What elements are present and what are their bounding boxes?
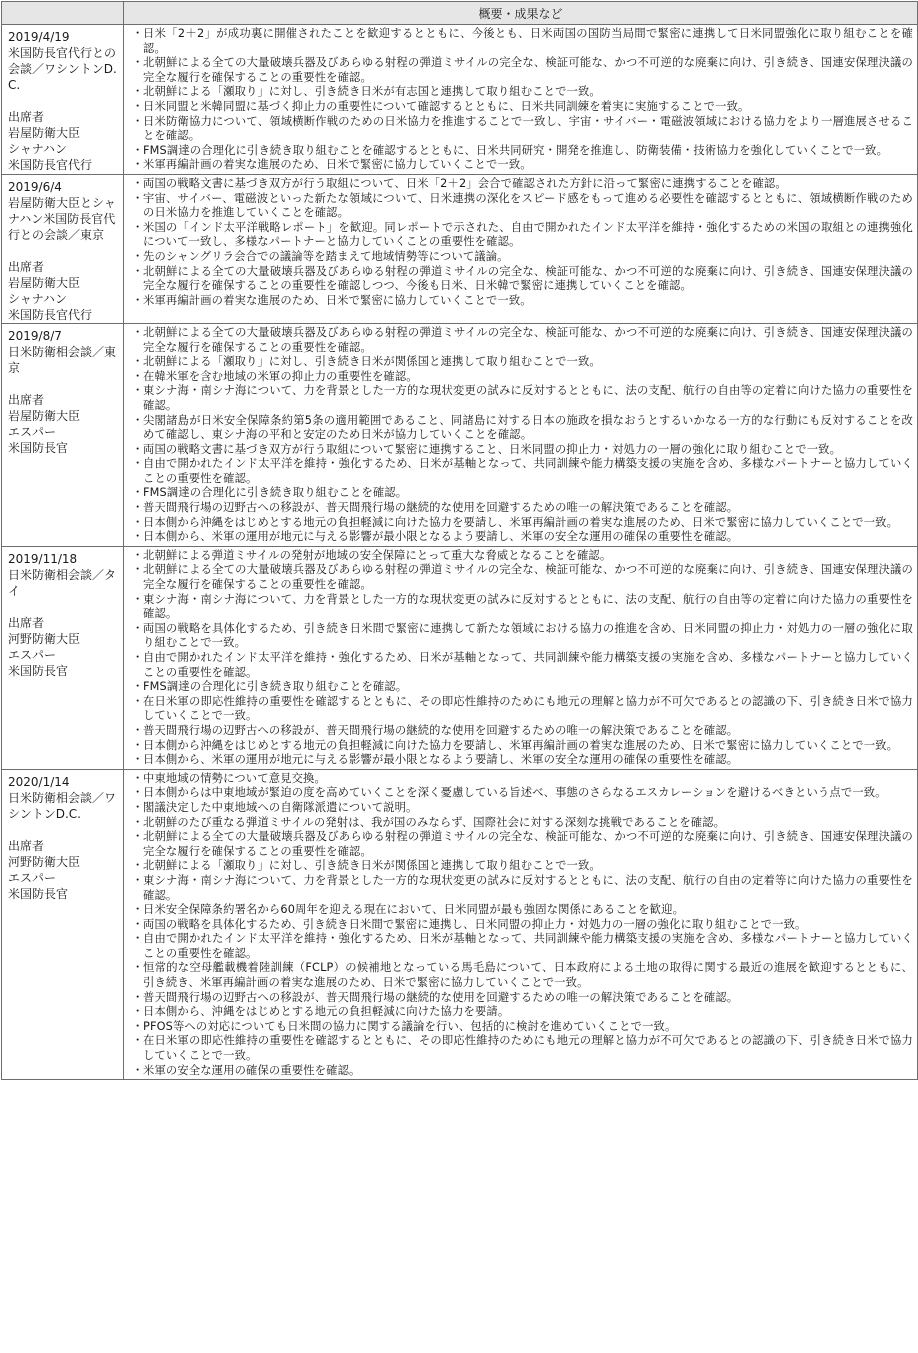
summary-item-text: 日米安全保障条約署名から60周年を迎える現在において、日米同盟が最も強固な関係にあることを歓迎。 <box>143 903 685 917</box>
meeting-cell <box>2 546 124 769</box>
summary-item <box>132 1034 913 1063</box>
bullet-icon: ・ <box>132 961 144 975</box>
summary-list <box>132 772 913 1078</box>
summary-item-text: 自由で開かれたインド太平洋を維持・強化するため、日米が基軸となって、共同訓練や能力構築支援の実施を含め、多様なパートナーと協力していくことの重要性を確認。 <box>143 932 913 960</box>
bullet-icon: ・ <box>132 369 144 383</box>
summary-item <box>132 739 913 754</box>
summary-item-text: 北朝鮮による「瀬取り」に対し、引き続き日米が有志国と連携して取り組むことで一致。 <box>143 85 601 99</box>
attendee-name: 米国防長官 <box>8 663 69 678</box>
attendee-name: エスパー <box>8 647 57 662</box>
summary-item <box>132 85 913 100</box>
meeting-cell <box>2 769 124 1079</box>
summary-item <box>132 651 913 680</box>
summary-item-text: 北朝鮮による全ての大量破壊兵器及びあらゆる射程の弾道ミサイルの完全な、検証可能な、かつ不可逆的な廃棄に向け、引き続き、国連安保理決議の完全な履行を確保することの重要性を確認しつつ、今後も日米、日米韓で緊密に連携していくことを確認。 <box>143 264 913 293</box>
bullet-icon: ・ <box>132 771 144 785</box>
attendees-label: 出席者 <box>8 259 45 274</box>
summary-list <box>132 27 913 173</box>
attendee-name: 米国防長官代行 <box>8 158 93 172</box>
bullet-icon: ・ <box>132 220 144 234</box>
bullet-icon: ・ <box>132 384 144 398</box>
summary-item-text: 北朝鮮による「瀬取り」に対し、引き続き日米が関係国と連携して取り組むことで一致。 <box>143 355 601 369</box>
summary-item <box>132 326 913 355</box>
summary-item-text: 日米「2＋2」が成功裏に開催されたことを歓迎するとともに、今後とも、日米両国の国防当局間で緊密に連携して日米同盟強化に取り組むことを確認。 <box>143 27 913 55</box>
summary-item-text: 北朝鮮による弾道ミサイルの発射が地域の安全保障にとって重大な脅威となることを確認。 <box>143 548 612 562</box>
bullet-icon: ・ <box>132 723 144 737</box>
summary-item <box>132 27 913 56</box>
meeting-date: 2019/11/18 <box>8 551 78 566</box>
meeting-title: 岩屋防衛大臣とシャナハン米国防長官代行との会談／東京 <box>8 195 116 242</box>
summary-item <box>132 56 913 85</box>
bullet-icon: ・ <box>132 680 144 694</box>
summary-item <box>132 355 913 370</box>
attendee-name: エスパー <box>8 870 57 885</box>
bullet-icon: ・ <box>132 249 144 263</box>
header-row <box>2 2 918 25</box>
bullet-icon: ・ <box>132 114 144 128</box>
summary-item <box>132 563 913 592</box>
bullet-icon: ・ <box>132 990 144 1004</box>
summary-item-text: 両国の戦略文書に基づき双方が行う取組について緊密に連携すること、日米同盟の抑止力・対処力の一層の強化に取り組むことで一致。 <box>143 442 842 456</box>
summary-item <box>132 772 913 787</box>
bullet-icon: ・ <box>132 1005 144 1019</box>
attendee-name: シャナハン <box>8 142 68 156</box>
meeting-date: 2020/1/14 <box>8 774 70 789</box>
bullet-icon: ・ <box>132 786 144 800</box>
summary-item-text: 北朝鮮による「瀬取り」に対し、引き続き日米が関係国と連携して取り組むことで一致。 <box>143 859 601 873</box>
bullet-icon: ・ <box>132 486 144 500</box>
summary-item-text: 日本側から沖縄をはじめとする地元の負担軽減に向けた協力を要請し、米軍再編計画の着実な進展のため、日米で緊密に協力していくことで一致。 <box>143 515 899 529</box>
summary-item-text: 普天間飛行場の辺野古への移設が、普天間飛行場の継続的な使用を回避するための唯一の解決策であることを確認。 <box>143 990 739 1004</box>
attendees-label: 出席者 <box>8 838 45 853</box>
meeting-title: 米国防長官代行との会談／ワシントンD.C. <box>8 46 117 92</box>
summary-item <box>132 221 913 250</box>
summary-cell <box>124 323 918 546</box>
attendee-name: 岩屋防衛大臣 <box>8 275 81 290</box>
summary-item-text: 在韓米軍を含む地域の米軍の抑止力の重要性を確認。 <box>143 369 418 383</box>
summary-item <box>132 816 913 831</box>
summary-cell <box>124 25 918 175</box>
summary-item-text: 中東地域の情勢について意見交換。 <box>143 771 326 785</box>
meeting-date: 2019/6/4 <box>8 179 62 194</box>
summary-item-text: 北朝鮮による全ての大量破壊兵器及びあらゆる射程の弾道ミサイルの完全な、検証可能な、かつ不可逆的な廃棄に向け、引き続き、国連安保理決議の完全な履行を確保することの重要性を確認。 <box>143 830 913 858</box>
attendees-label: 出席者 <box>8 392 45 407</box>
summary-item <box>132 1020 913 1035</box>
summary-item-text: 日本側から、沖縄をはじめとする地元の負担軽減に向けた協力を要請。 <box>143 1005 510 1019</box>
summary-item <box>132 501 913 516</box>
summary-item <box>132 622 913 651</box>
bullet-icon: ・ <box>132 800 144 814</box>
summary-item-text: 自由で開かれたインド太平洋を維持・強化するため、日米が基軸となって、共同訓練や能力構築支援の実施を含め、多様なパートナーと協力していくことの重要性を確認。 <box>143 651 913 679</box>
table-row <box>2 323 918 546</box>
summary-item <box>132 859 913 874</box>
summary-item-text: 東シナ海・南シナ海について、力を背景とした一方的な現状変更の試みに反対するとともに、法の支配、航行の自由等の定着に向けた協力の重要性を確認。 <box>143 592 913 621</box>
summary-item <box>132 457 913 486</box>
table-row <box>2 769 918 1079</box>
bullet-icon: ・ <box>132 1063 144 1077</box>
summary-item-text: 米軍再編計画の着実な進展のため、日米で緊密に協力していくことで一致。 <box>143 293 532 307</box>
bullet-icon: ・ <box>132 1019 144 1033</box>
bullet-icon: ・ <box>132 592 144 606</box>
bullet-icon: ・ <box>132 563 144 577</box>
summary-item <box>132 144 913 159</box>
summary-item <box>132 294 913 309</box>
bullet-icon: ・ <box>132 158 144 172</box>
summary-item-text: 日本側からは中東地域が緊迫の度を高めていくことを深く憂慮している旨述べ、事態のさらなるエスカレーションを避けるべきという点で一致。 <box>143 786 887 800</box>
summary-item-text: 宇宙、サイバー、電磁波といった新たな領域について、日米連携の深化をスピード感をもって進める必要性を確認するとともに、領域横断作戦のための日米協力を推進していくことを確認。 <box>143 191 913 220</box>
summary-item-text: PFOS等への対応についても日米間の協力に関する議論を行い、包括的に検討を進めていくことで一致。 <box>143 1019 677 1033</box>
summary-item <box>132 177 913 192</box>
summary-item-text: 米軍の安全な運用の確保の重要性を確認。 <box>143 1063 361 1077</box>
summary-item-text: 北朝鮮による全ての大量破壊兵器及びあらゆる射程の弾道ミサイルの完全な、検証可能な、かつ不可逆的な廃棄に向け、引き続き、国連安保理決議の完全な履行を確保することの重要性を確認。 <box>143 325 913 354</box>
bullet-icon: ・ <box>132 917 144 931</box>
bullet-icon: ・ <box>132 457 144 471</box>
summary-item-text: 恒常的な空母艦載機着陸訓練（FCLP）の候補地となっている馬毛島について、日本政府による土地の取得に関する最近の進展を歓迎するとともに、引き続き、米軍再編計画の着実な進展のため、日米で緊密に協力していくことで一致。 <box>143 961 913 990</box>
summary-item <box>132 1064 913 1079</box>
meeting-title: 日米防衛相会談／タイ <box>8 567 117 598</box>
summary-item <box>132 115 913 144</box>
bullet-icon: ・ <box>132 143 144 157</box>
summary-item <box>132 680 913 695</box>
summary-item-text: 北朝鮮による全ての大量破壊兵器及びあらゆる射程の弾道ミサイルの完全な、検証可能な、かつ不可逆的な廃棄に向け、引き続き、国連安保理決議の完全な履行を確保することの重要性を確認。 <box>143 56 913 84</box>
bullet-icon: ・ <box>132 293 144 307</box>
meeting-cell <box>2 25 124 175</box>
attendee-name: 米国防長官 <box>8 440 69 455</box>
summary-item <box>132 991 913 1006</box>
summary-item <box>132 874 913 903</box>
bullet-icon: ・ <box>132 651 144 664</box>
summary-item <box>132 918 913 933</box>
header-cell-meeting <box>2 2 124 25</box>
attendee-name: 河野防衛大臣 <box>8 854 81 869</box>
bullet-icon: ・ <box>132 85 144 99</box>
bullet-icon: ・ <box>132 1034 144 1048</box>
summary-item-text: 日米同盟と米韓同盟に基づく抑止力の重要性について確認するとともに、日米共同訓練を着実に実施することで一致。 <box>143 99 750 113</box>
summary-item-text: FMS調達の合理化に引き続き取り組むことを確認するとともに、日米共同研究・開発を推進し、防衛装備・技術協力を強化していくことで一致。 <box>143 143 889 157</box>
bullet-icon: ・ <box>132 621 144 635</box>
meeting-cell <box>2 323 124 546</box>
attendee-name: 岩屋防衛大臣 <box>8 408 81 423</box>
summary-item-text: 日本側から沖縄をはじめとする地元の負担軽減に向けた協力を要請し、米軍再編計画の着実な進展のため、日米で緊密に協力していくことで一致。 <box>143 738 899 752</box>
bullet-icon: ・ <box>132 264 144 278</box>
summary-list <box>132 326 913 545</box>
summary-item <box>132 100 913 115</box>
summary-item <box>132 384 913 413</box>
bullet-icon: ・ <box>132 903 144 917</box>
meeting-title: 日米防衛相会談／東京 <box>8 344 117 375</box>
meetings-table <box>1 1 918 1080</box>
bullet-icon: ・ <box>132 738 144 752</box>
bullet-icon: ・ <box>132 530 144 544</box>
summary-list <box>132 549 913 768</box>
summary-cell <box>124 174 918 323</box>
bullet-icon: ・ <box>132 815 144 829</box>
summary-item-text: 東シナ海・南シナ海について、力を背景とした一方的な現状変更の試みに反対するとともに、法の支配、航行の自由の定着等に向けた協力の重要性を確認。 <box>143 873 913 902</box>
summary-item <box>132 370 913 385</box>
meeting-cell <box>2 174 124 323</box>
summary-item <box>132 516 913 531</box>
bullet-icon: ・ <box>132 56 144 70</box>
attendees-label: 出席者 <box>8 615 45 630</box>
summary-item-text: FMS調達の合理化に引き続き取り組むことを確認。 <box>143 680 408 694</box>
bullet-icon: ・ <box>132 355 144 369</box>
summary-item-text: 尖閣諸島が日米安全保障条約第5条の適用範囲であること、同諸島に対する日本の施政を損なおうとするいかなる一方的な行動にも反対することを改めて確認し、東シナ海の平和と安定のため日米が協力していくことを確認。 <box>143 413 913 442</box>
summary-item-text: 両国の戦略を具体化するため、引き続き日米間で緊密に連携し、日米同盟の抑止力・対処力の一層の強化に取り組むことで一致。 <box>143 917 807 931</box>
summary-item <box>132 549 913 564</box>
summary-item-text: 北朝鮮による全ての大量破壊兵器及びあらゆる射程の弾道ミサイルの完全な、検証可能な、かつ不可逆的な廃棄に向け、引き続き、国連安保理決議の完全な履行を確保することの重要性を確認。 <box>143 563 913 592</box>
bullet-icon: ・ <box>132 27 144 40</box>
summary-item <box>132 830 913 859</box>
bullet-icon: ・ <box>132 753 144 767</box>
attendees-label: 出席者 <box>8 110 45 124</box>
summary-item <box>132 801 913 816</box>
summary-item <box>132 786 913 801</box>
bullet-icon: ・ <box>132 99 144 113</box>
summary-item <box>132 695 913 724</box>
summary-item-text: 米軍再編計画の着実な進展のため、日米で緊密に協力していくことで一致。 <box>143 158 532 172</box>
bullet-icon: ・ <box>132 515 144 529</box>
summary-list <box>132 177 913 308</box>
attendee-name: 米国防長官代行 <box>8 307 93 322</box>
summary-item-text: 在日米軍の即応性維持の重要性を確認するとともに、その即応性維持のためにも地元の理解と協力が不可欠であるとの認識の下、引き続き日米で協力していくことで一致。 <box>143 694 913 723</box>
summary-cell <box>124 546 918 769</box>
table-row <box>2 174 918 323</box>
bullet-icon: ・ <box>132 176 144 190</box>
summary-item <box>132 724 913 739</box>
bullet-icon: ・ <box>132 830 144 844</box>
summary-item <box>132 414 913 443</box>
meeting-date: 2019/8/7 <box>8 328 62 343</box>
bullet-icon: ・ <box>132 873 144 887</box>
header-cell-summary: 概要・成果など <box>124 2 918 25</box>
summary-item-text: FMS調達の合理化に引き続き取り組むことを確認。 <box>143 486 408 500</box>
summary-item <box>132 961 913 990</box>
attendee-name: シャナハン <box>8 291 68 306</box>
bullet-icon: ・ <box>132 859 144 873</box>
meeting-title: 日米防衛相会談／ワシントンD.C. <box>8 790 117 821</box>
summary-item-text: 日本側から、米軍の運用が地元に与える影響が最小限となるよう要請し、米軍の安全な運用の確保の重要性を確認。 <box>143 753 739 767</box>
summary-item-text: 北朝鮮のたび重なる弾道ミサイルの発射は、我が国のみならず、国際社会に対する深刻な挑戦であることを確認。 <box>143 815 726 829</box>
summary-item-text: 在日米軍の即応性維持の重要性を確認するとともに、その即応性維持のためにも地元の理解と協力が不可欠であるとの認識の下、引き続き日米で協力していくことで一致。 <box>143 1034 913 1063</box>
summary-item-text: 自由で開かれたインド太平洋を維持・強化するため、日米が基軸となって、共同訓練や能力構築支援の実施を含め、多様なパートナーと協力していくことの重要性を確認。 <box>143 457 913 485</box>
summary-item-text: 普天間飛行場の辺野古への移設が、普天間飛行場の継続的な使用を回避するための唯一の解決策であることを確認。 <box>143 501 739 515</box>
summary-item <box>132 530 913 545</box>
attendee-name: 米国防長官 <box>8 886 69 901</box>
attendee-name: エスパー <box>8 424 57 439</box>
summary-item <box>132 903 913 918</box>
summary-item-text: 米国の「インド太平洋戦略レポート」を歓迎。同レポートで示された、自由で開かれたインド太平洋を維持・強化するための米国の取組との連携強化について一致し、多様なパートナーと協力していくことの重要性を確認。 <box>143 220 913 249</box>
summary-item <box>132 486 913 501</box>
summary-item-text: 両国の戦略を具体化するため、引き続き日米間で緊密に連携して新たな領域における協力の推進を含め、日米同盟の抑止力・対処力の一層の強化に取り組むことで一致。 <box>143 621 913 650</box>
bullet-icon: ・ <box>132 191 144 205</box>
summary-item-text: 先のシャングリラ会合での議論等を踏まえて地域情勢等について議論。 <box>143 249 509 263</box>
bullet-icon: ・ <box>132 932 144 946</box>
bullet-icon: ・ <box>132 442 144 456</box>
summary-item-text: 日米防衛協力について、領域横断作戦のための日米協力を推進することで一致し、宇宙・サイバー・電磁波領域における協力をより一層進展させることを確認。 <box>143 114 913 143</box>
table-body <box>2 25 918 1080</box>
summary-item-text: 両国の戦略文書に基づき双方が行う取組について、日米「2＋2」会合で確認された方針に沿って緊密に連携することを確認。 <box>143 176 787 190</box>
summary-item <box>132 1005 913 1020</box>
table-row <box>2 546 918 769</box>
bullet-icon: ・ <box>132 548 144 562</box>
table-row <box>2 25 918 175</box>
bullet-icon: ・ <box>132 694 144 708</box>
summary-item <box>132 158 913 173</box>
summary-item-text: 閣議決定した中東地域への自衛隊派遣について説明。 <box>143 800 418 814</box>
bullet-icon: ・ <box>132 501 144 515</box>
summary-item <box>132 265 913 294</box>
summary-item-text: 日本側から、米軍の運用が地元に与える影響が最小限となるよう要請し、米軍の安全な運用の確保の重要性を確認。 <box>143 530 739 544</box>
attendee-name: 河野防衛大臣 <box>8 631 81 646</box>
summary-item <box>132 593 913 622</box>
summary-item <box>132 753 913 768</box>
summary-item-text: 普天間飛行場の辺野古への移設が、普天間飛行場の継続的な使用を回避するための唯一の解決策であることを確認。 <box>143 723 739 737</box>
summary-item <box>132 932 913 961</box>
summary-cell <box>124 769 918 1079</box>
bullet-icon: ・ <box>132 413 144 427</box>
bullet-icon: ・ <box>132 325 144 339</box>
summary-item <box>132 443 913 458</box>
summary-item <box>132 192 913 221</box>
attendee-name: 岩屋防衛大臣 <box>8 126 81 140</box>
summary-item <box>132 250 913 265</box>
meeting-date: 2019/4/19 <box>8 30 70 44</box>
summary-item-text: 東シナ海・南シナ海について、力を背景とした一方的な現状変更の試みに反対するとともに、法の支配、航行の自由等の定着に向けた協力の重要性を確認。 <box>143 384 913 412</box>
